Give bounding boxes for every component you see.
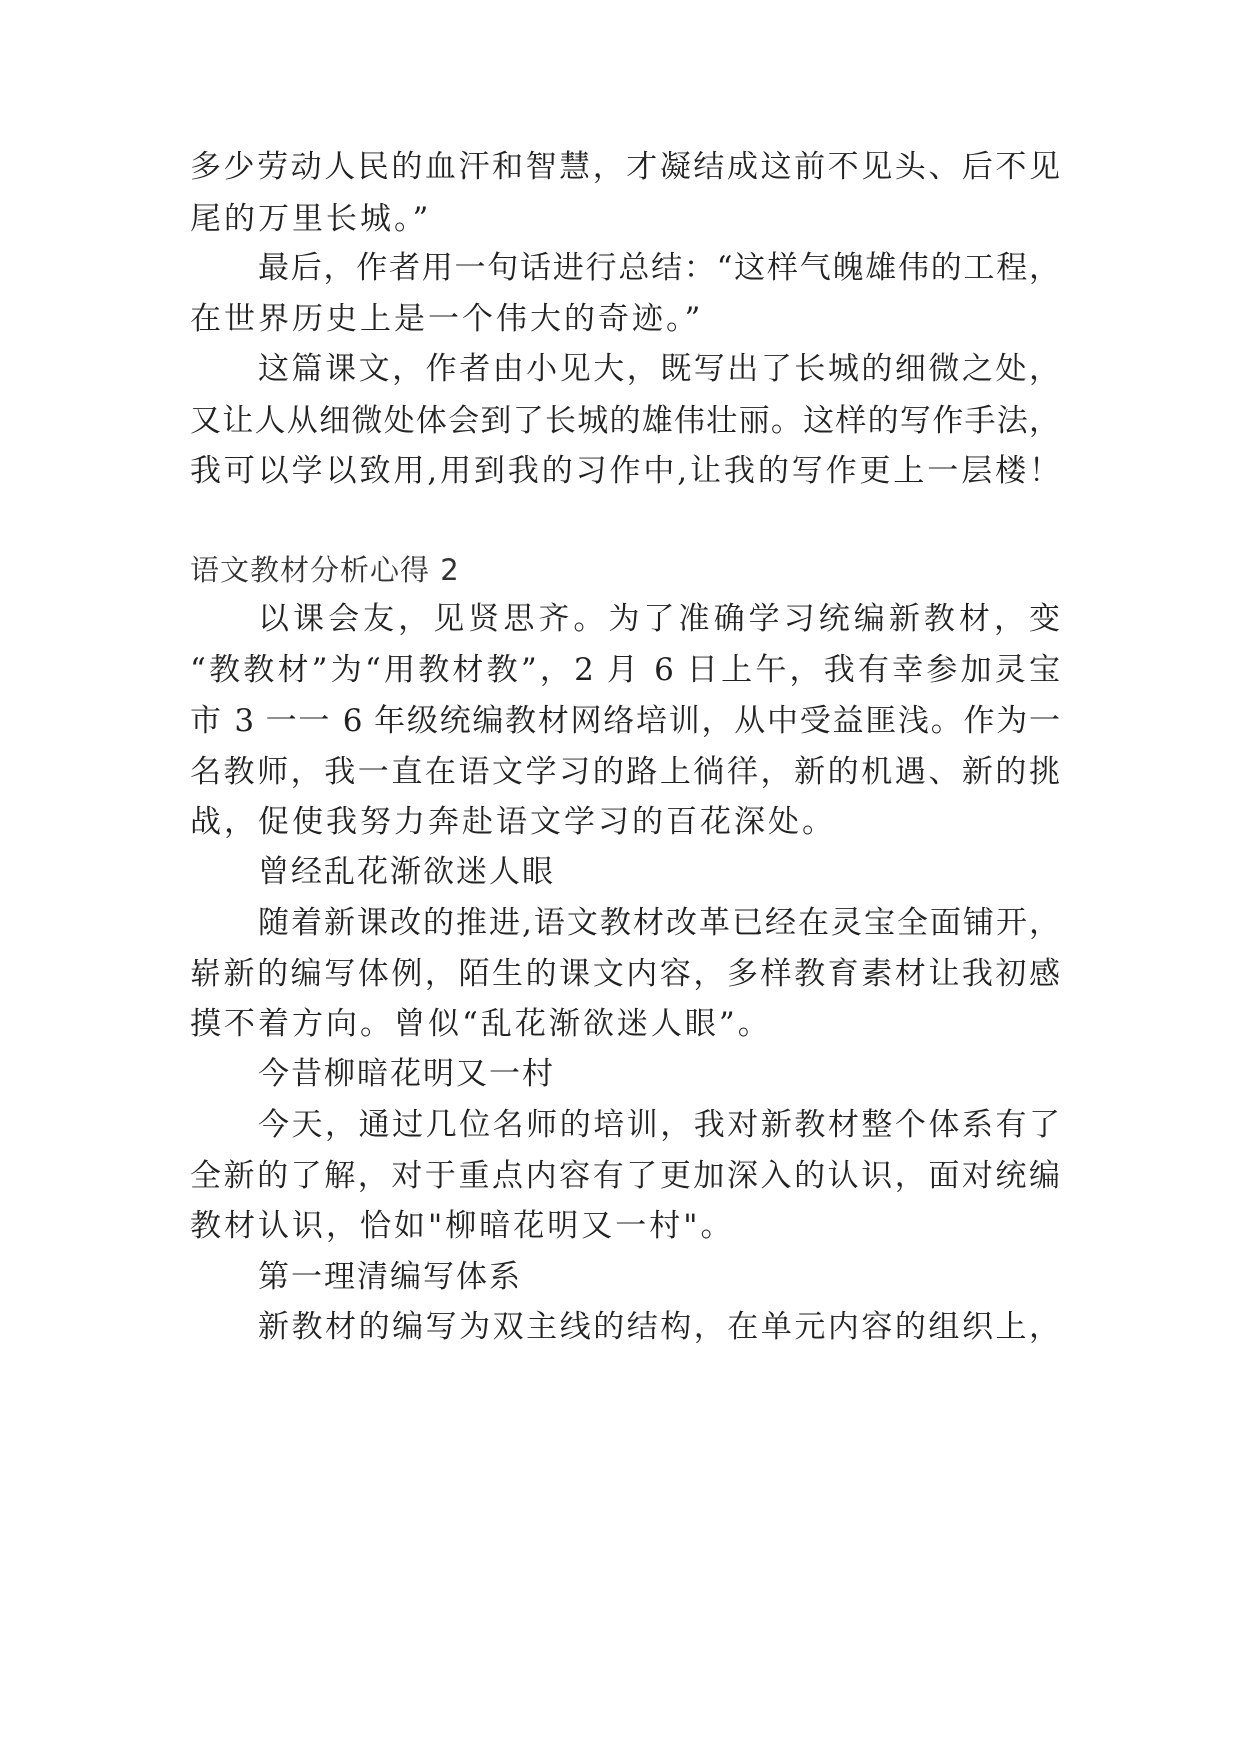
- text-line: 这篇课文，作者由小见大，既写出了长城的细微之处，: [258, 351, 1060, 387]
- text-line: 随着新课改的推进,语文教材改革已经在灵宝全面铺开，: [258, 905, 1060, 941]
- text-line: “教教材”为“用教材教”，2 月 6 日上午，我有幸参加灵宝: [190, 652, 1060, 688]
- text-line: 今天，通过几位名师的培训，我对新教材整个体系有了: [258, 1107, 1060, 1143]
- text-line: 以课会友，见贤思齐。为了准确学习统编新教材，变: [258, 601, 1060, 637]
- text-line: 最后，作者用一句话进行总结：“这样气魄雄伟的工程，: [258, 250, 1060, 286]
- subheading: 曾经乱花渐欲迷人眼: [258, 854, 555, 890]
- text-line: 名教师，我一直在语文学习的路上徜徉，新的机遇、新的挑: [190, 754, 1060, 790]
- subheading: 第一理清编写体系: [258, 1259, 522, 1295]
- text-line: 新教材的编写为双主线的结构，在单元内容的组织上，: [258, 1309, 1060, 1345]
- text-line: 在世界历史上是一个伟大的奇迹。”: [190, 301, 704, 337]
- subheading: 今昔柳暗花明又一村: [258, 1056, 555, 1092]
- text-line: 尾的万里长城。”: [190, 201, 432, 237]
- text-line: 市 3 一一 6 年级统编教材网络培训，从中受益匪浅。作为一: [190, 703, 1060, 739]
- text-line: 摸不着方向。曾似“乱花渐欲迷人眼”。: [190, 1006, 772, 1042]
- text-line: 全新的了解，对于重点内容有了更加深入的认识，面对统编: [190, 1158, 1060, 1194]
- text-line: 教材认识，恰如"柳暗花明又一村"。: [190, 1208, 735, 1244]
- text-line: 多少劳动人民的血汗和智慧，才凝结成这前不见头、后不见: [190, 149, 1060, 185]
- text-line: 崭新的编写体例，陌生的课文内容，多样教育素材让我初感: [190, 956, 1060, 992]
- text-line: 又让人从细微处体会到了长城的雄伟壮丽。这样的写作手法，: [190, 403, 1060, 439]
- text-line: 我可以学以致用,用到我的习作中,让我的写作更上一层楼！: [190, 453, 1060, 489]
- text-line: 战，促使我努力奔赴语文学习的百花深处。: [190, 804, 836, 840]
- section-heading: 语文教材分析心得 2: [190, 553, 460, 587]
